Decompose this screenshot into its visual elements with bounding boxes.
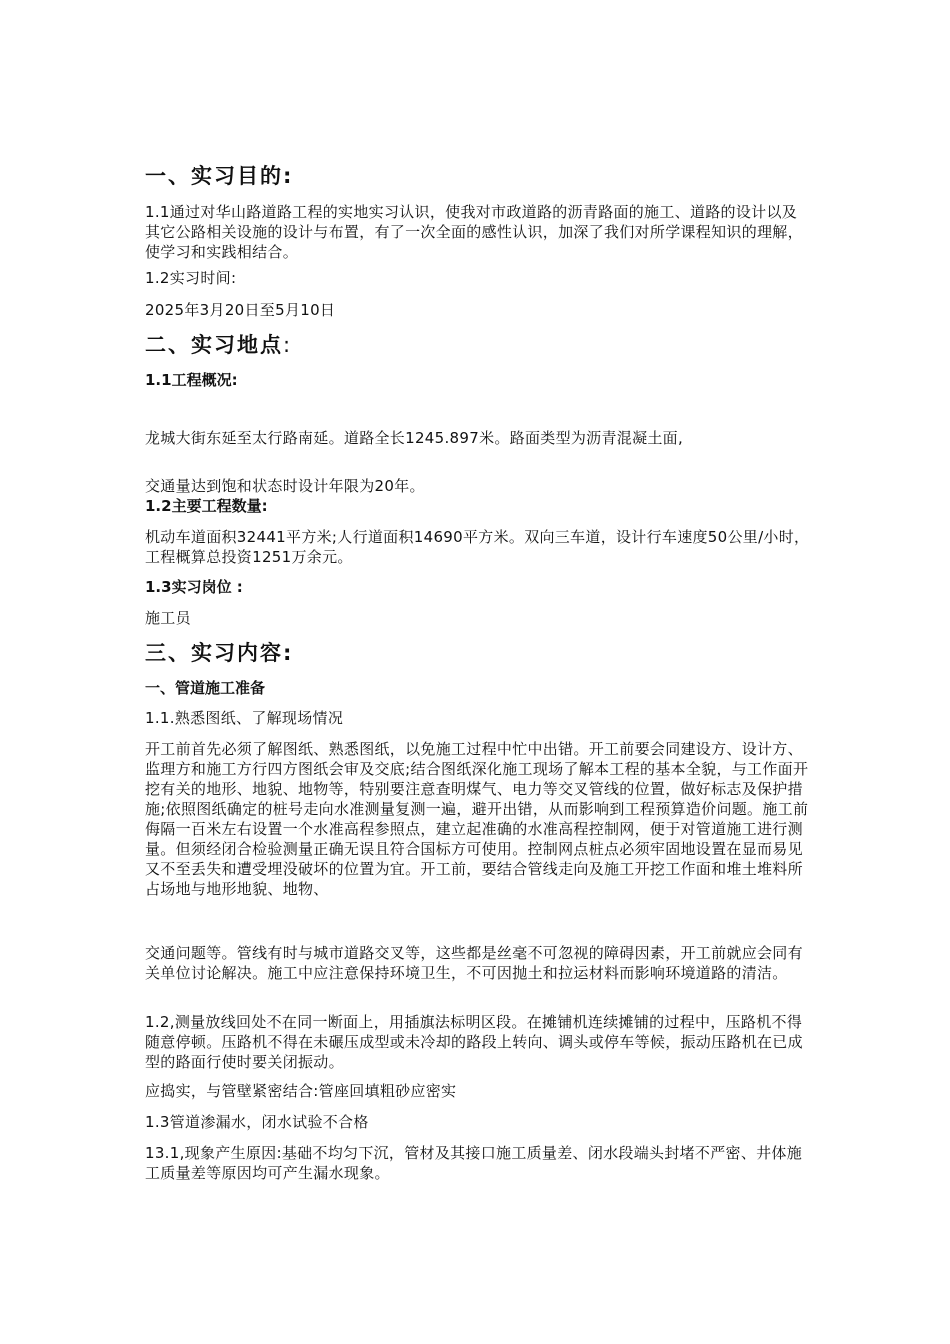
section-1-paragraph-3: 2025年3月20日至5月10日 [145, 301, 336, 319]
section-2-paragraph-1: 龙城大街东延至太行路南延。道路全长1245.897米。路面类型为沥青混凝土面, [145, 429, 684, 447]
section-3-paragraph-7: 13.1,现象产生原因:基础不均匀下沉，管材及其接口施工质量差、闭水段端头封堵不严密、井体施工质量差等原因均可产生漏水现象。 [145, 1144, 803, 1182]
section-2-paragraph-3: 机动车道面积32441平方米;人行道面积14690平方米。双向三车道，设计行车速度50公里/小时，工程概算总投资1251万余元。 [145, 528, 810, 566]
section-3-heading: 三、实习内容: [145, 641, 294, 665]
section-2-subheading-2: 1.2主要工程数量: [145, 497, 268, 515]
section-2-heading-colon: : [283, 333, 293, 357]
section-1-heading: 一、实习目的: [145, 164, 294, 188]
section-2-subheading-1: 1.1工程概况: [145, 371, 238, 389]
section-3-paragraph-4: 1.2,测量放线回处不在同一断面上，用插旗法标明区段。在摊铺机连续摊铺的过程中，压路机不得随意停顿。压路机不得在未碾压成型或未冷却的路段上转向、调头或停车等候，振动压路机在已成型的路面行使时要关闭振动。 [145, 1013, 803, 1071]
section-3-paragraph-2: 开工前首先必须了解图纸、熟悉图纸，以免施工过程中忙中出错。开工前要会同建设方、设计方、监理方和施工方行四方图纸会审及交底;结合图纸深化施工现场了解本工程的基本全貌，与工作面开挖有关的地形、地貌、地物等，特别要注意查明煤气、电力等交叉管线的位置，做好标志及保护措施;依照图纸确定的桩号走向水准测量复测一遍，避开出错，从而影响到工程预算造价问题。施工前侮隔一百米左右设置一个水准高程参照点，建立起准确的水准高程控制网，便于对管道施工进行测量。但须经闭合检验测量正确无误且符合国标方可使用。控制网点桩点必须牢固地设置在显而易见又不至丢失和遭受埋没破坏的位置为宜。开工前，要结合管线走向及施工开挖工作面和堆土堆料所占场地与地形地貌、地物、 [145, 740, 809, 898]
section-3-paragraph-1: 1.1.熟悉图纸、了解现场情况 [145, 709, 344, 727]
section-1-paragraph-2: 1.2实习时间: [145, 269, 237, 287]
section-2-subheading-3: 1.3实习岗位 : [145, 578, 243, 596]
section-3-paragraph-3: 交通问题等。管线有时与城市道路交叉等，这些都是丝毫不可忽视的障碍因素，开工前就应会同有关单位讨论解决。施工中应注意保持环境卫生，不可因抛土和拉运材料而影响环境道路的清洁。 [145, 944, 803, 982]
section-1-paragraph-1: 1.1通过对华山路道路工程的实地实习认识，使我对市政道路的沥青路面的施工、道路的设计以及其它公路相关设施的设计与布置，有了一次全面的感性认识，加深了我们对所学课程知识的理解，使学习和实践相结合。 [145, 203, 803, 261]
section-2-heading-text: 二、实习地点 [145, 333, 283, 357]
section-3-paragraph-5: 应捣实，与管壁紧密结合:管座回填粗砂应密实 [145, 1082, 457, 1100]
section-2-heading [145, 331, 810, 359]
section-3-subheading-1: 一、管道施工准备 [145, 679, 266, 697]
section-2-paragraph-4: 施工员 [145, 609, 191, 627]
section-2-paragraph-2: 交通量达到饱和状态时设计年限为20年。 [145, 477, 425, 495]
section-3-paragraph-6: 1.3管道渗漏水，闭水试验不合格 [145, 1113, 369, 1131]
